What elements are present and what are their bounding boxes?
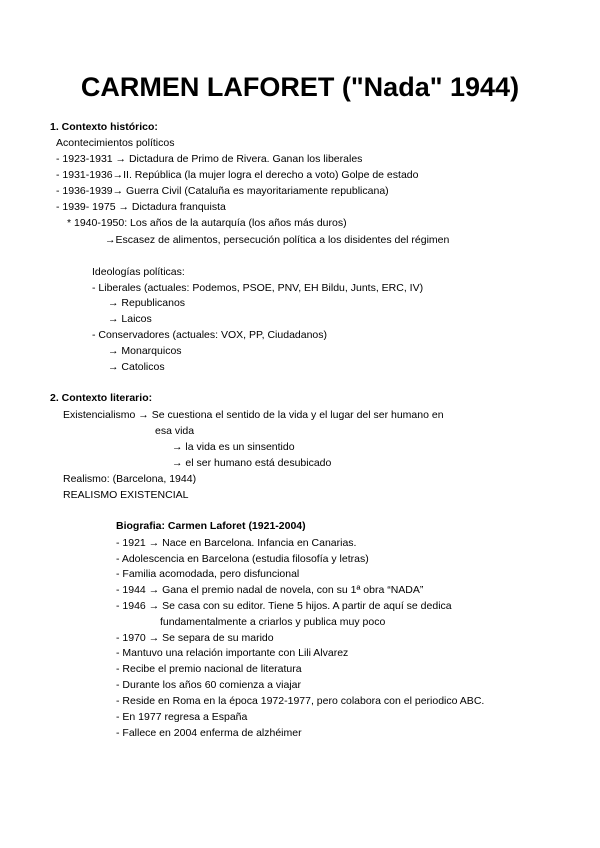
- biography-item: - 1946 → Se casa con su editor. Tiene 5 hijos. A partir de aquí se dedica: [116, 600, 452, 612]
- biography-item: - Adolescencia en Barcelona (estudia filosofía y letras): [116, 553, 369, 565]
- ideology-subitem: → Monarquicos: [108, 345, 182, 357]
- biography-item: - En 1977 regresa a España: [116, 711, 248, 723]
- page-title: CARMEN LAFORET ("Nada" 1944): [80, 72, 520, 102]
- ideology-subitem: → Catolicos: [108, 361, 165, 373]
- existentialism-consequence: → el ser humano está desubicado: [172, 457, 332, 469]
- event-item: - 1923-1931 → Dictadura de Primo de Rivera. Ganan los liberales: [56, 153, 363, 165]
- biography-item: - Fallece en 2004 enferma de alzhéimer: [116, 727, 302, 739]
- ideology-subitem: → Republicanos: [108, 297, 186, 309]
- ideologies-heading: Ideologías políticas:: [92, 266, 185, 278]
- event-item: - 1931-1936→II. República (la mujer logra el derecho a voto) Golpe de estado: [56, 169, 419, 181]
- biography-item: - Reside en Roma en la época 1972-1977, pero colabora con el periodico ABC.: [116, 695, 485, 707]
- section-heading-literary: 2. Contexto literario:: [50, 392, 153, 404]
- biography-item-continuation: fundamentalmente a criarlos y publica muy poco: [160, 616, 386, 628]
- existentialism-consequence: → la vida es un sinsentido: [172, 441, 295, 453]
- biography-item: - 1921 → Nace en Barcelona. Infancia en Canarias.: [116, 537, 357, 549]
- section-heading-historical: 1. Contexto histórico:: [50, 121, 158, 133]
- existential-realism-line: REALISMO EXISTENCIAL: [63, 489, 189, 501]
- autarquia-item: * 1940-1950: Los años de la autarquía (los años más duros): [67, 217, 347, 229]
- autarquia-detail: →Escasez de alimentos, persecución política a los disidentes del régimen: [105, 234, 450, 246]
- existentialism-continuation: esa vida: [155, 425, 195, 437]
- subheading-political-events: Acontecimientos políticos: [56, 137, 175, 149]
- biography-item: - Durante los años 60 comienza a viajar: [116, 679, 302, 691]
- ideology-item: - Conservadores (actuales: VOX, PP, Ciudadanos): [92, 329, 328, 341]
- biography-item: - Recibe el premio nacional de literatura: [116, 663, 302, 675]
- existentialism-line: Existencialismo → Se cuestiona el sentido de la vida y el lugar del ser humano en: [63, 409, 444, 421]
- biography-item: - 1944 → Gana el premio nadal de novela, con su 1ª obra “NADA”: [116, 584, 424, 596]
- event-item: - 1939- 1975 → Dictadura franquista: [56, 201, 226, 213]
- event-item: - 1936-1939→ Guerra Civil (Cataluña es mayoritariamente republicana): [56, 185, 389, 197]
- biography-item: - 1970 → Se separa de su marido: [116, 632, 274, 644]
- biography-item: - Mantuvo una relación importante con Lili Alvarez: [116, 647, 349, 659]
- ideology-item: - Liberales (actuales: Podemos, PSOE, PNV, EH Bildu, Junts, ERC, IV): [92, 282, 424, 294]
- biography-heading: Biografia: Carmen Laforet (1921-2004): [116, 520, 306, 532]
- realism-line: Realismo: (Barcelona, 1944): [63, 473, 197, 485]
- ideology-subitem: → Laicos: [108, 313, 152, 325]
- biography-item: - Familia acomodada, pero disfuncional: [116, 568, 300, 580]
